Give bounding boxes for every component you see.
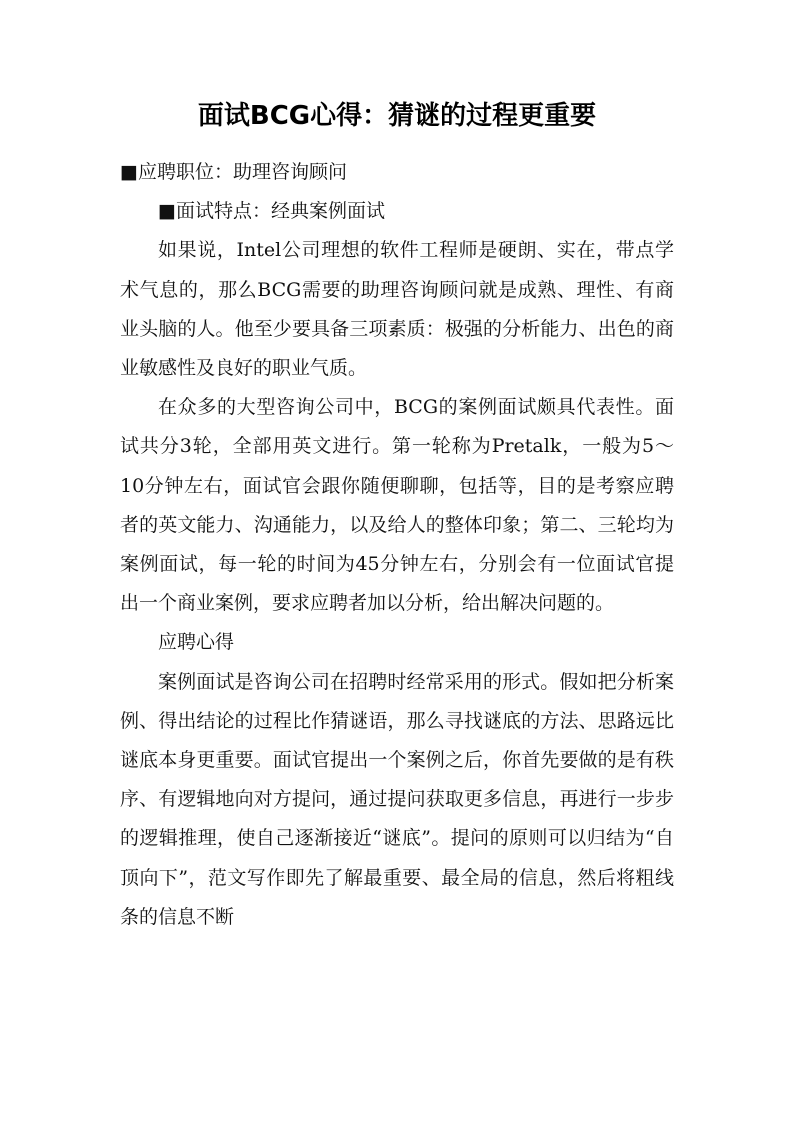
section-heading-experience: 应聘心得 [158,631,235,654]
document-title: 面试BCG心得：猜谜的过程更重要 [197,101,597,131]
paragraph-experience: 案例面试是咨询公司在招聘时经常采用的形式。假如把分析案例、得出结论的过程比作猜谜语，那么寻找谜底的方法、思路远比谜底本身更重要。面试官提出一个案例之后，你首先要做的是有秩序、有逻辑地向对方提问，通过提问获取更多信息，再进行一步步的逻辑推理，使自己逐渐接近“谜底”。提问的原则可以归结为“自顶向下”，范文写作即先了解最重要、最全局的信息，然后将粗线条的信息不断 [120,670,674,928]
paragraph-position: ■应聘职位：助理咨询顾问 [120,161,347,183]
document-body [120,153,674,937]
paragraph-interview-feature: ■面试特点：经典案例面试 [158,200,385,223]
paragraph-interview-process: 在众多的大型咨询公司中，BCG的案例面试颇具代表性。面试共分3轮，全部用英文进行。第一轮称为Pretalk，一般为5～10分钟左右，面试官会跟你随便聊聊，包括等，目的是考察应聘者的英文能力、沟通能力，以及给人的整体印象；第二、三轮均为案例面试，每一轮的时间为45分钟左右，分别会有一位面试官提出一个商业案例，要求应聘者加以分析，给出解决问题的。 [120,396,674,615]
paragraph-intro: 如果说，Intel公司理想的软件工程师是硬朗、实在，带点学术气息的，那么BCG需要的助理咨询顾问就是成熟、理性、有商业头脑的人。他至少要具备三项素质：极强的分析能力、出色的商业敏感性及良好的职业气质。 [120,239,674,380]
